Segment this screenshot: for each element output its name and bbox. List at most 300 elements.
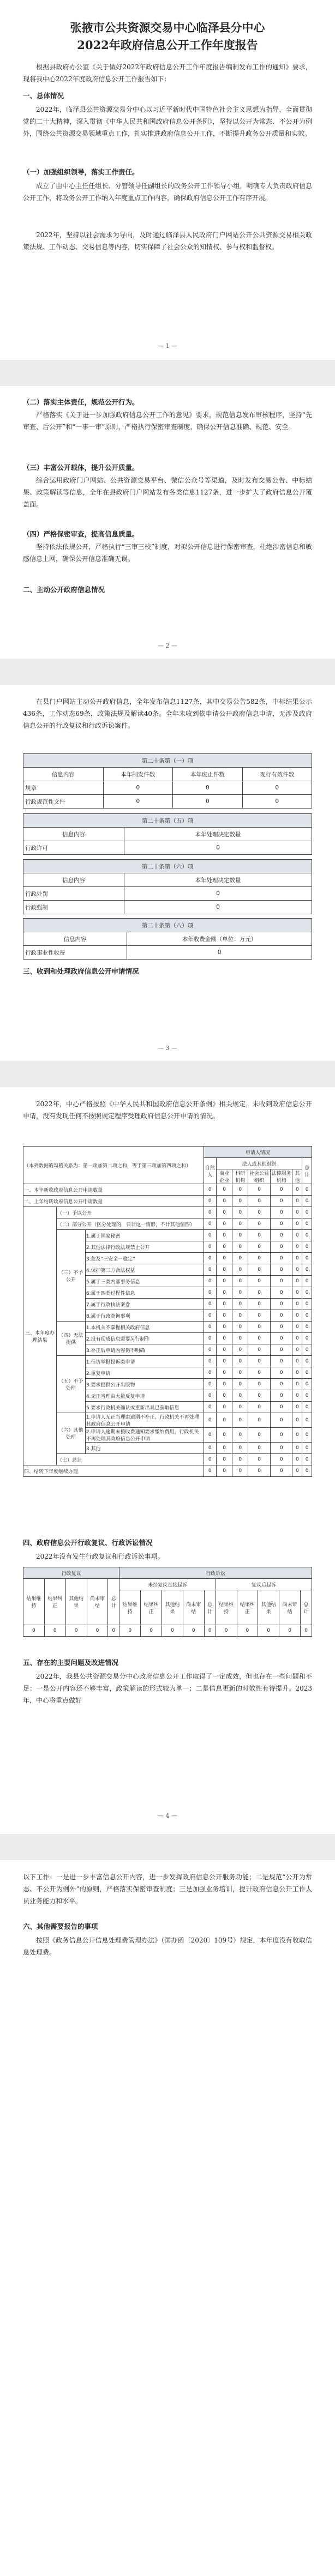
table-cell: 0	[204, 1287, 216, 1299]
table-cell: 行政许可	[23, 841, 124, 855]
table-cell: 0	[124, 841, 312, 855]
table-cell: 0	[270, 1344, 292, 1356]
table-cell: 0	[292, 1428, 302, 1443]
table-row-label: 4.无正当理由大量反复申请	[85, 1390, 204, 1402]
table-cell: 0	[301, 1625, 312, 1637]
table-cell: 0	[292, 1241, 302, 1253]
table-cell: 0	[248, 1390, 271, 1402]
table-cell: 0	[217, 1356, 232, 1367]
table-header: 总计	[204, 1590, 216, 1625]
table-cell: 0	[292, 1287, 302, 1299]
table-cell: 0	[217, 1207, 232, 1218]
table-row-label: 5.要求行政机关确认或重新出具已获取信息	[85, 1402, 204, 1413]
table-group-title: 第二十条第（一）项	[23, 754, 312, 768]
table-header: 本年处理决定数量	[124, 873, 312, 887]
table-cell: 0	[232, 1428, 248, 1443]
table-cell: 0	[217, 1299, 232, 1310]
table-group-label: （五）不予处理	[57, 1356, 86, 1413]
table-cell: 0	[248, 1367, 271, 1379]
table-header: 其他结果	[258, 1590, 279, 1625]
table-cell: 0	[217, 1344, 232, 1356]
table-cell: 0	[217, 1276, 232, 1287]
table-cell: 0	[232, 1241, 248, 1253]
table-cell: 0	[232, 1413, 248, 1428]
table-cell: 0	[302, 1443, 312, 1454]
table-cell: 0	[232, 1344, 248, 1356]
table-row	[23, 1454, 312, 1465]
table-row-label: 3.要求提供公开出版物	[85, 1379, 204, 1390]
table-cell: 0	[302, 1390, 312, 1402]
table-row-label: 一、本年新收政府信息公开申请数量	[23, 1184, 204, 1196]
section-5-continued-paragraph: 以下工作：一是进一步丰富信息公开内容，进一步发挥政府信息公开服务功能；二是规范“公开为常态、不公开为例外”的原则，严格落实保密审查制度；三是加强业务培训，提升政府信息公开工作人员业务能力和水平。	[23, 1873, 312, 1905]
table-cell: 0	[23, 1625, 45, 1637]
table-cell: 0	[302, 1287, 312, 1299]
section-2-heading: 二、主动公开政府信息情况	[23, 586, 105, 594]
table-header: 本年处理决定数量	[124, 828, 312, 841]
table-header: 行政复议	[23, 1567, 119, 1579]
table-cell: 0	[302, 1413, 312, 1428]
table-cell: 0	[217, 1333, 232, 1344]
section-3-heading: 三、收到和处理政府信息公开申请情况	[23, 967, 139, 975]
table-cell: 0	[232, 1454, 248, 1465]
table-cell: 0	[124, 901, 312, 914]
table-header: 社会公益组织	[248, 1169, 271, 1184]
table-cell: 0	[232, 1310, 248, 1322]
subsection-1-1-heading: （一）加强组织领导，落实工作责任。	[23, 168, 139, 176]
table-cell: 0	[292, 1390, 302, 1402]
page-1	[0, 0, 335, 360]
table-cell: 0	[302, 1207, 312, 1218]
table-cell: 0	[204, 1413, 216, 1428]
table-cell: 0	[204, 1184, 216, 1196]
table-cell: 0	[302, 1356, 312, 1367]
page-number: — 3 —	[158, 1045, 177, 1052]
table-cell: 0	[270, 1253, 292, 1264]
table-cell: 0	[292, 1230, 302, 1241]
table-cell: 0	[232, 1287, 248, 1299]
table-header: 总计	[302, 1158, 312, 1184]
table-cell: 0	[217, 1454, 232, 1465]
table-cell: 0	[292, 1367, 302, 1379]
section-5-heading: 五、存在的主要问题及改进情况	[23, 1658, 119, 1667]
table-header: 法人或其他组织	[217, 1158, 302, 1169]
section-5-paragraph: 2022年，我县公共资源交易分中心政府信息公开工作取得了一定成效，但也存在一些问题和不足：一是公开内容还不够丰富，政策解读的形式较为单一；二是信息更新的时效性有待提升。2023年，中心将重点做好	[23, 1673, 312, 1704]
table-row	[23, 1230, 312, 1241]
table-row	[23, 841, 312, 855]
table-cell: 0	[242, 795, 312, 809]
table-cell: 0	[232, 1333, 248, 1344]
table-row-label: 1.信访举报投诉类申请	[85, 1356, 204, 1367]
table-cell: 0	[232, 1196, 248, 1207]
table-cell: 0	[270, 1356, 292, 1367]
section-6-heading: 六、其他需要报告的事项	[23, 1922, 98, 1931]
table-cell: 0	[217, 1367, 232, 1379]
section-4-heading: 四、政府信息公开行政复议、行政诉讼情况	[23, 1539, 153, 1547]
table-header: 信息内容	[23, 828, 124, 841]
table-cell: 0	[204, 1230, 216, 1241]
table-article-20-6	[23, 859, 312, 914]
table-row-label: （二）部分公开（区分处理的，只计这一情形，不计其他情形）	[57, 1218, 204, 1230]
table-row-label: 8.属于行政查询事项	[85, 1310, 204, 1322]
subsection-1-2-heading: （二）落实主体责任，规范公开行为。	[23, 398, 139, 406]
application-table-body	[23, 1184, 312, 1477]
table-row	[23, 795, 312, 809]
table-cell: 0	[270, 1207, 292, 1218]
table-cell: 0	[270, 1264, 292, 1276]
table-header: 结果维持	[119, 1590, 141, 1625]
table-header: 信息内容	[23, 768, 104, 781]
table-cell: 0	[270, 1443, 292, 1454]
table-header: 信息内容	[23, 873, 124, 887]
table-cell: 0	[204, 1264, 216, 1276]
table-cell: 0	[248, 1428, 271, 1443]
table-cell: 0	[127, 946, 312, 960]
table-header: 其他结果	[65, 1579, 87, 1625]
table-row-label: 2.没有现成信息需要另行制作	[85, 1333, 204, 1344]
table-cell: 0	[217, 1443, 232, 1454]
table-group-title: 第二十条第（八）项	[23, 919, 312, 932]
table-cell: 行政规范性文件	[23, 795, 104, 809]
table-cell: 0	[217, 1264, 232, 1276]
table-cell: 0	[270, 1287, 292, 1299]
table-header: 总计	[301, 1590, 312, 1625]
table-cell: 0	[270, 1333, 292, 1344]
table-row-label: 4.保护第三方合法权益	[85, 1264, 204, 1276]
table-header: 本年收费金额（单位：万元）	[127, 932, 312, 946]
table-cell: 0	[248, 1344, 271, 1356]
page-5	[0, 1860, 335, 2576]
table-cell: 0	[217, 1428, 232, 1443]
table-cell: 0	[217, 1310, 232, 1322]
table-cell: 0	[248, 1356, 271, 1367]
table-cell: 0	[217, 1253, 232, 1264]
table-cell: 0	[292, 1207, 302, 1218]
table-header: 结果纠正	[237, 1590, 258, 1625]
table-cell: 0	[270, 1379, 292, 1390]
table-header: 未经复议直接起诉	[119, 1579, 216, 1590]
section-1-heading: 一、总体情况	[23, 92, 64, 100]
table-header: 尚未审结	[183, 1590, 204, 1625]
page-separator	[0, 1834, 335, 1860]
table-cell: 0	[232, 1253, 248, 1264]
section-1-paragraph: 2022年，临泽县公共资源交易分中心以习近平新时代中国特色社会主义思想为指导，全面贯彻党的二十大精神，深入贯彻《中华人民共和国政府信息公开条例》，坚持以公开为常态、不公开为例外，围绕公共资源交易领域重点工作，扎实推进政府信息公开工作，不断提升政务公开质量和实效。	[23, 106, 312, 137]
page-number: — 1 —	[158, 342, 177, 349]
table-row	[23, 1465, 312, 1477]
table-cell: 0	[217, 1241, 232, 1253]
table-cell: 0	[232, 1465, 248, 1477]
table-cell: 0	[292, 1333, 302, 1344]
subsection-1-1-paragraph: 成立了由中心主任任组长、分管领导任副组长的政务公开工作领导小组，明确专人负责政府信息公开工作，将政务公开工作纳入年度重点工作内容，确保政府信息公开工作有序开展。	[23, 182, 312, 202]
table-header: 自然人	[204, 1158, 216, 1184]
table-cell: 0	[204, 1310, 216, 1322]
table-cell: 0	[248, 1276, 271, 1287]
table-cell: 0	[173, 795, 242, 809]
table-cell: 0	[204, 1454, 216, 1465]
table-header: 尚未审结	[279, 1590, 301, 1625]
section-4-paragraph: 2022年没有发生行政复议和行政诉讼事项。	[36, 1553, 164, 1560]
table-cell: 0	[248, 1287, 271, 1299]
table-cell: 0	[292, 1344, 302, 1356]
page-2	[0, 386, 335, 659]
table-cell: 0	[248, 1454, 271, 1465]
table-cell: 0	[302, 1402, 312, 1413]
table-group-title: 第二十条第（六）项	[23, 860, 312, 873]
table-corner-note: （本列数据的勾稽关系为：第一项加第二项之和，等于第三项加第四项之和）	[23, 1147, 204, 1184]
table-cell: 0	[204, 1299, 216, 1310]
table-row-label: 3.其他	[85, 1443, 204, 1454]
table-cell: 0	[248, 1402, 271, 1413]
table-article-20-8	[23, 918, 312, 960]
table-cell: 0	[204, 1443, 216, 1454]
page-number: — 2 —	[158, 642, 177, 649]
table-cell: 0	[270, 1322, 292, 1333]
page-separator	[0, 360, 335, 386]
table-cell: 0	[217, 1402, 232, 1413]
table-header: 其他结果	[162, 1590, 183, 1625]
table-cell: 0	[292, 1184, 302, 1196]
table-row-label: 3.补正后申请内容仍不明确	[85, 1344, 204, 1356]
table-cell: 0	[292, 1413, 302, 1428]
table-cell: 0	[270, 1218, 292, 1230]
page-separator	[0, 1061, 335, 1087]
table-cell: 0	[216, 1625, 237, 1637]
table-cell: 0	[204, 1402, 216, 1413]
table-cell: 0	[292, 1310, 302, 1322]
table-header: 结果维持	[216, 1590, 237, 1625]
table-group-label: 三、本年度办理结果	[23, 1207, 57, 1465]
table-cell: 0	[302, 1241, 312, 1253]
table-cell: 0	[248, 1443, 271, 1454]
table-cell: 0	[302, 1333, 312, 1344]
table-cell: 0	[204, 1218, 216, 1230]
table-cell: 0	[292, 1356, 302, 1367]
table-cell: 0	[292, 1276, 302, 1287]
table-cell: 0	[162, 1625, 183, 1637]
table-row	[23, 1184, 312, 1196]
table-cell: 0	[217, 1413, 232, 1428]
table-cell: 0	[292, 1299, 302, 1310]
table-header: 科研机构	[232, 1169, 248, 1184]
table-cell: 0	[302, 1196, 312, 1207]
table-cell: 0	[217, 1322, 232, 1333]
table-row-label: 四、结转下年度继续办理	[23, 1465, 204, 1477]
table-article-20-1	[23, 753, 312, 809]
table-row-label: 2.重复申请	[85, 1367, 204, 1379]
table-cell: 0	[270, 1276, 292, 1287]
table-cell: 0	[302, 1218, 312, 1230]
table-row	[23, 1207, 312, 1218]
table-group-label: （六）其他处理	[57, 1413, 86, 1454]
table-row	[23, 901, 312, 914]
subsection-1-4-heading: （四）严格保密审查，提高信息质量。	[23, 530, 139, 538]
table-cell: 0	[217, 1465, 232, 1477]
table-cell: 0	[270, 1413, 292, 1428]
table-cell: 0	[204, 1379, 216, 1390]
section-6-paragraph: 按照《政务信息公开信息处理费管理办法》（国办函〔2020〕109号）规定，本年度没有收取信息处理费。	[23, 1936, 312, 1956]
table-cell: 0	[248, 1264, 271, 1276]
table-cell: 0	[270, 1230, 292, 1241]
table-row	[23, 1413, 312, 1428]
table-cell: 行政处罚	[23, 887, 124, 901]
table-cell: 0	[270, 1310, 292, 1322]
review-litigation-table	[23, 1567, 312, 1637]
section-2-paragraph: 在县门户网站主动公开政府信息，全年发布信息1127条，其中交易公告582条，中标结果公示436条，工作动态69条，政策法规及解读40条。全年未收到依申请公开政府信息申请，无涉及政府信息公开的行政复议和行政诉讼案件。	[23, 698, 312, 729]
table-cell: 0	[302, 1367, 312, 1379]
table-header: 申请人情况	[204, 1147, 312, 1158]
table-row	[23, 1218, 312, 1230]
table-cell: 0	[270, 1367, 292, 1379]
table-row-label: 6.属于四类过程性信息	[85, 1287, 204, 1299]
table-row-label: 2.申请人逾期未按收费通知要求缴纳费用、行政机关不再处理其政府信息公开申请	[85, 1428, 204, 1443]
table-cell: 0	[232, 1218, 248, 1230]
table-cell: 0	[302, 1184, 312, 1196]
table-row-label: 7.属于行政执法案卷	[85, 1299, 204, 1310]
table-cell: 0	[248, 1465, 271, 1477]
table-cell: 0	[248, 1333, 271, 1344]
table-cell: 0	[279, 1625, 301, 1637]
table-cell: 0	[204, 1428, 216, 1443]
application-table	[23, 1146, 312, 1477]
table-cell: 0	[302, 1428, 312, 1443]
table-cell: 0	[232, 1322, 248, 1333]
table-header: 其他	[292, 1169, 302, 1184]
report-title-line1: 张掖市公共资源交易中心临泽县分中心	[70, 21, 265, 34]
table-header: 行政诉讼	[119, 1567, 312, 1579]
table-cell: 0	[173, 781, 242, 795]
table-row	[23, 887, 312, 901]
table-header: 信息内容	[23, 932, 127, 946]
table-cell: 0	[204, 1344, 216, 1356]
table-cell: 0	[204, 1356, 216, 1367]
table-row-label: 3.危及“三安全一稳定”	[85, 1253, 204, 1264]
table-header: 结果维持	[23, 1579, 45, 1625]
table-cell: 0	[248, 1310, 271, 1322]
table-cell: 0	[217, 1184, 232, 1196]
table-cell: 0	[292, 1379, 302, 1390]
table-cell: 0	[141, 1625, 162, 1637]
table-cell: 0	[292, 1218, 302, 1230]
table-cell: 0	[302, 1465, 312, 1477]
table-cell: 0	[65, 1625, 87, 1637]
table-header: 结果纠正	[44, 1579, 65, 1625]
table-cell: 0	[248, 1196, 271, 1207]
table-cell: 0	[204, 1390, 216, 1402]
table-cell: 0	[248, 1230, 271, 1241]
table-cell: 0	[183, 1625, 204, 1637]
page-separator	[0, 659, 335, 685]
table-cell: 0	[248, 1241, 271, 1253]
table-group-title: 第二十条第（五）项	[23, 814, 312, 828]
table-cell: 0	[302, 1310, 312, 1322]
table-cell: 0	[270, 1454, 292, 1465]
intro-paragraph: 根据县政府办公室《关于做好2022年政府信息公开工作年度报告编制发布工作的通知》要求，现将我中心2022年度政府信息公开工作报告如下：	[23, 63, 312, 83]
table-row-label: 2.其他法律行政法规禁止公开	[85, 1241, 204, 1253]
table-row	[23, 1322, 312, 1333]
table-cell: 0	[292, 1402, 302, 1413]
table-cell: 0	[292, 1322, 302, 1333]
table-row-label: 二、上年结转政府信息公开申请数量	[23, 1196, 204, 1207]
subsection-1-3-heading: （三）丰富公开载体，提升公开质量。	[23, 463, 139, 472]
table-cell: 0	[292, 1443, 302, 1454]
table-cell: 0	[248, 1413, 271, 1428]
table-row	[23, 946, 312, 960]
table-header: 总计	[108, 1579, 119, 1625]
table-cell: 0	[248, 1218, 271, 1230]
table-cell: 行政强制	[23, 901, 124, 914]
table-cell: 规章	[23, 781, 104, 795]
table-row	[23, 1356, 312, 1367]
table-cell: 0	[124, 887, 312, 901]
table-cell: 0	[302, 1322, 312, 1333]
table-cell: 0	[217, 1230, 232, 1241]
table-cell: 0	[204, 1367, 216, 1379]
table-cell: 0	[270, 1390, 292, 1402]
subsection-1-2-paragraph: 严格落实《关于进一步加强政府信息公开工作的意见》要求，规范信息发布审核程序，坚持“先审查、后公开”和“一事一审”原则，严格执行保密审查制度，确保公开信息准确、规范、安全。	[23, 411, 312, 431]
table-cell: 0	[44, 1625, 65, 1637]
table-cell: 0	[217, 1287, 232, 1299]
table-cell: 0	[270, 1241, 292, 1253]
table-cell: 0	[270, 1465, 292, 1477]
table-header: 法律服务机构	[270, 1169, 292, 1184]
table-cell: 0	[292, 1253, 302, 1264]
table-row	[23, 781, 312, 795]
table-cell: 0	[217, 1218, 232, 1230]
table-cell: 0	[217, 1390, 232, 1402]
table-cell: 0	[217, 1379, 232, 1390]
table-cell: 0	[237, 1625, 258, 1637]
table-row-label: 1.本机关不掌握相关政府信息	[85, 1322, 204, 1333]
table-cell: 0	[204, 1276, 216, 1287]
table-cell: 0	[302, 1344, 312, 1356]
table-cell: 0	[292, 1454, 302, 1465]
table-row-label: （一）予以公开	[57, 1207, 204, 1218]
table-cell: 0	[204, 1207, 216, 1218]
table-cell: 0	[204, 1253, 216, 1264]
page-4	[0, 1087, 335, 1834]
table-cell: 0	[248, 1184, 271, 1196]
table-cell: 0	[217, 1196, 232, 1207]
table-cell: 0	[232, 1367, 248, 1379]
table-cell: 0	[232, 1402, 248, 1413]
table-row	[23, 1625, 312, 1637]
table-header: 结果纠正	[141, 1590, 162, 1625]
page-3	[0, 685, 335, 1061]
table-cell: 0	[292, 1196, 302, 1207]
table-cell: 0	[232, 1207, 248, 1218]
table-cell: 0	[204, 1196, 216, 1207]
table-cell: 0	[270, 1428, 292, 1443]
table-cell: 0	[232, 1299, 248, 1310]
subsection-1-3-paragraph: 综合运用政府门户网站、公共资源交易平台、微信公众号等渠道，及时发布交易公告、中标结果、政策解读等信息，全年在县政府门户网站发布各类信息1127条，进一步扩大了政府信息公开覆盖面。	[23, 476, 312, 508]
table-cell: 0	[232, 1276, 248, 1287]
table-cell: 0	[232, 1379, 248, 1390]
table-cell: 0	[87, 1625, 108, 1637]
table-cell: 0	[232, 1264, 248, 1276]
table-header: 尚未审结	[87, 1579, 108, 1625]
subsection-1-4-paragraph: 坚持依法依规公开，严格执行“三审三校”制度，对拟公开信息进行保密审查，杜绝涉密信息和敏感信息上网，确保公开信息准确无误。	[23, 543, 312, 563]
table-cell: 0	[270, 1299, 292, 1310]
table-row	[23, 1196, 312, 1207]
table-cell: 0	[242, 781, 312, 795]
table-cell: 0	[232, 1356, 248, 1367]
table-cell: 0	[103, 795, 172, 809]
summary-paragraph: 2022年，坚持以社会需求为导向，及时通过临泽县人民政府门户网站公开公共资源交易相关政策法规、工作动态、交易信息等内容，切实保障了社会公众的知情权、参与权和监督权。	[23, 231, 312, 251]
table-cell: 0	[204, 1241, 216, 1253]
table-cell: 0	[302, 1276, 312, 1287]
table-cell: 0	[292, 1465, 302, 1477]
table-cell: 0	[204, 1625, 216, 1637]
table-header: 现行有效件数	[242, 768, 312, 781]
